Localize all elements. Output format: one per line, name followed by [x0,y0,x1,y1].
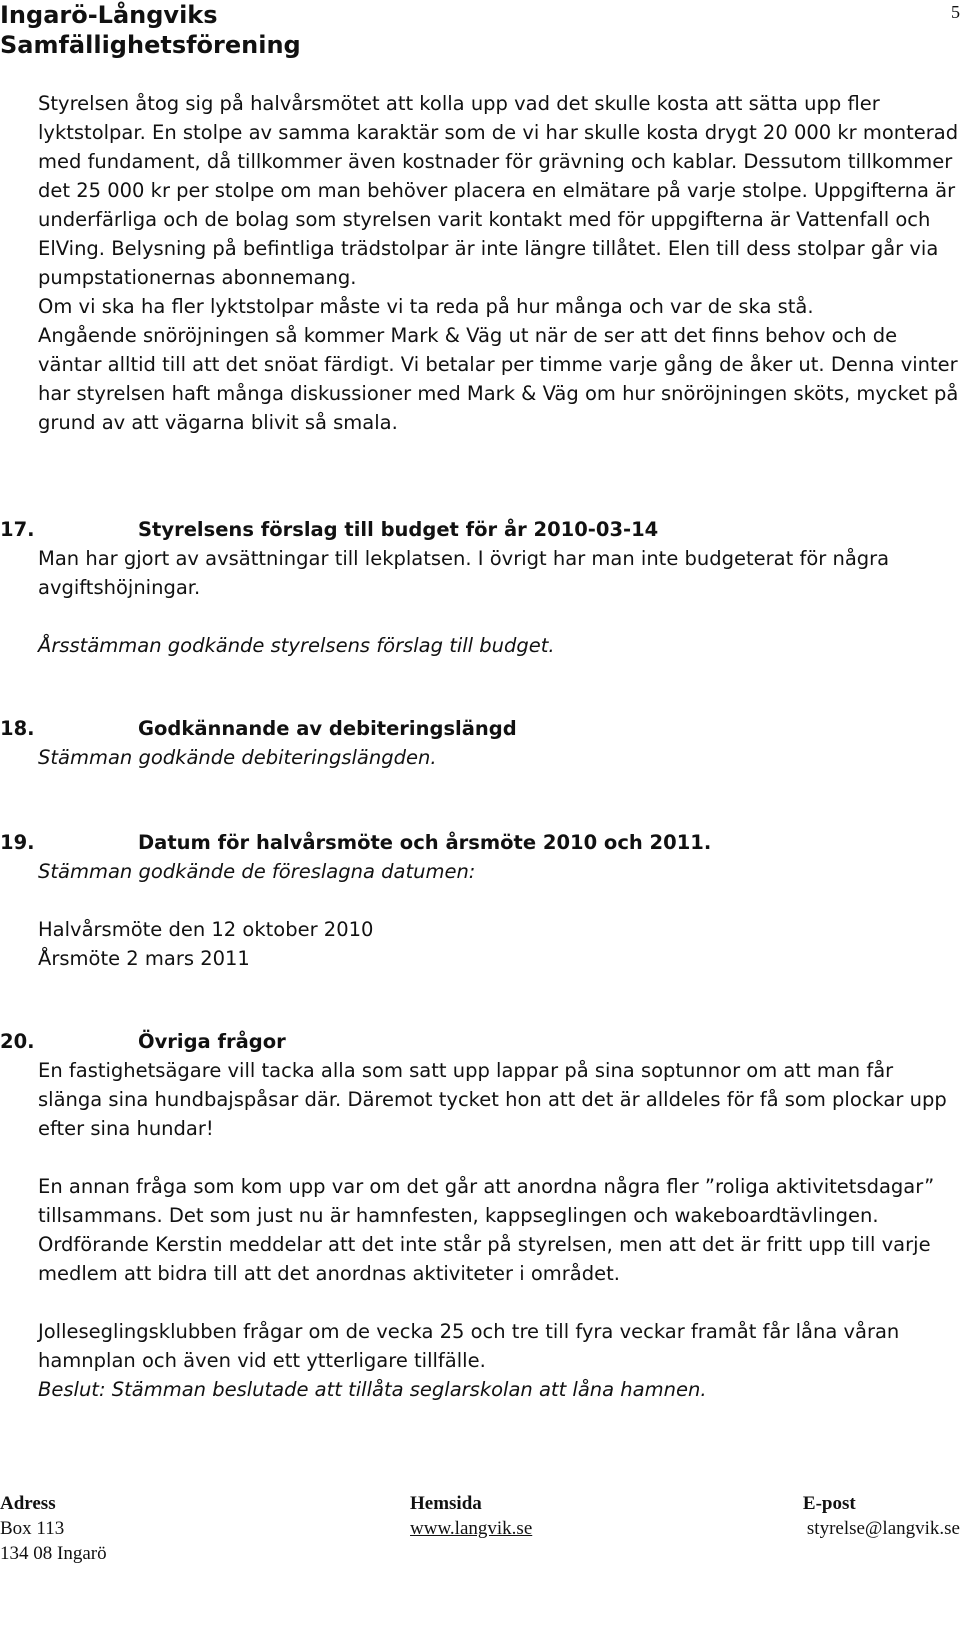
footer-epost-label: E-post [802,1493,856,1514]
section-20-number: 20. [0,1030,35,1053]
section-20-heading [0,1027,960,1056]
section-19-date-2: Årsmöte 2 mars 2011 [38,947,250,970]
section-18-decision: Stämman godkände debiteringslängden. [38,746,437,769]
section-18-heading [0,714,960,743]
website-link[interactable]: www.langvik.se [410,1518,533,1539]
footer-adress-line-1: Box 113 [0,1518,65,1539]
footer-hemsida [410,1491,532,1541]
section-20-title: Övriga frågor [138,1030,286,1053]
section-20-paragraph-3: Jolleseglingsklubben frågar om de vecka 25 och tre till fyra veckar framåt får låna våran hamnplan och även vid ett ytterligare tillfälle. [38,1320,900,1372]
section-19-number: 19. [0,831,35,854]
intro-paragraph-2: Om vi ska ha fler lyktstolpar måste vi ta reda på hur många och var de ska stå. [38,295,814,318]
org-name-line1: Ingarö-Långviks [0,1,218,29]
footer-epost [802,1491,960,1541]
intro-paragraph-3: Angående snöröjningen så kommer Mark & Väg ut när de ser att det finns behov och de väntar alltid till att det snöat färdigt. Vi betalar per timme varje gång de åker ut. Denna vinter har styrelsen haft många diskussioner med Mark & Väg om hur snöröjningen sköts, mycket på grund av att vägarna blivit så smala. [38,324,959,434]
section-20-paragraph-1: En fastighetsägare vill tacka alla som satt upp lappar på sina soptunnor om att man får slänga sina hundbajspåsar där. Däremot tycket hon att det är alldeles för få som plockar upp efter sina hundar! [38,1059,947,1140]
section-19-date-1: Halvårsmöte den 12 oktober 2010 [38,918,374,941]
email-address[interactable]: styrelse@langvik.se [806,1518,960,1539]
section-19-decision: Stämman godkände de föreslagna datumen: [38,860,476,883]
section-17-text: Man har gjort av avsättningar till lekplatsen. I övrigt har man inte budgeterat för några avgiftshöjningar. [38,547,890,599]
section-18-number: 18. [0,717,35,740]
section-17-number: 17. [0,518,35,541]
section-20-decision: Beslut: Stämman beslutade att tillåta seglarskolan att låna hamnen. [38,1378,707,1401]
section-19-heading [0,828,960,857]
organization-name [0,0,301,60]
section-19-title: Datum för halvårsmöte och årsmöte 2010 och 2011. [138,831,712,854]
footer-adress [0,1491,107,1566]
intro-text [38,89,959,437]
page-number: 5 [951,2,960,22]
section-17 [0,515,960,660]
section-17-title: Styrelsens förslag till budget för år 2010-03-14 [138,518,659,541]
section-19 [0,828,960,973]
section-17-decision: Årsstämman godkände styrelsens förslag till budget. [38,634,555,657]
intro-paragraph-1: Styrelsen åtog sig på halvårsmötet att kolla upp vad det skulle kosta att sätta upp fler lyktstolpar. En stolpe av samma karaktär som de vi har skulle kosta drygt 20 000 kr monterad med fundament, då tillkommer även kostnader för grävning och kablar. Dessutom tillkommer det 25 000 kr per stolpe om man behöver placera en elmätare på varje stolpe. Uppgifterna är underfärliga och de bolag som styrelsen varit kontakt med för uppgifterna är Vattenfall och ElVing. Belysning på befintliga trädstolpar är inte längre tillåtet. Elen till dess stolpar går via pumpstationernas abonnemang. [38,92,959,289]
section-18-title: Godkännande av debiteringslängd [138,717,517,740]
section-20 [0,1027,960,1404]
section-18 [0,714,960,772]
footer-adress-line-2: 134 08 Ingarö [0,1543,107,1564]
footer-hemsida-label: Hemsida [410,1493,482,1514]
section-17-heading [0,515,960,544]
section-20-paragraph-2: En annan fråga som kom upp var om det går att anordna några fler ”roliga aktivitetsdagar” tillsammans. Det som just nu är hamnfesten, kappseglingen och wakeboardtävlingen. Ordförande Kerstin meddelar att det inte står på styrelsen, men att det är fritt upp till varje medlem att bidra till att det anordnas aktiviteter i området. [38,1175,935,1285]
footer-adress-label: Adress [0,1493,56,1514]
org-name-line2: Samfällighetsförening [0,31,301,59]
